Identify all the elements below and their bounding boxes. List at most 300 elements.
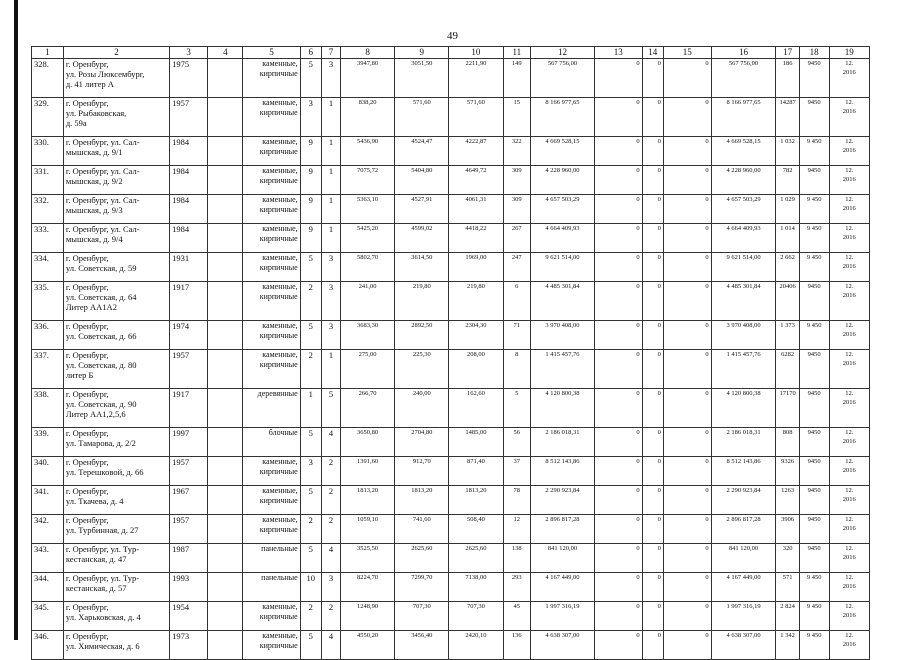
cell-c18: 9450 [799,98,829,137]
cell-c18: 9450 [799,486,829,515]
cell-c13: 0 [594,428,642,457]
cell-c4 [208,98,243,137]
cell-c16: 841 120,00 [711,544,776,573]
cell-line: ул. Советская, д. 66 [65,331,137,341]
cell-c16: 1 415 457,76 [711,350,776,389]
cell-c9: 912,70 [395,457,449,486]
cell-n: 342. [32,515,64,544]
cell-line: 12. [845,390,854,397]
cell-c18: 9450 [799,282,829,321]
cell-n: 335. [32,282,64,321]
cell-line: каменные, [262,486,298,495]
cell-c8: 275,00 [341,350,395,389]
cell-c14: 0 [642,573,663,602]
cell-c6: 9 [300,224,321,253]
cell-c16: 4 657 503,29 [711,195,776,224]
cell-c8: 5363,10 [341,195,395,224]
cell-line: 2016 [842,612,856,619]
cell-c10: 1813,20 [449,486,503,515]
cell-line: кирпичные [259,360,298,369]
cell-c8: 4550,20 [341,631,395,660]
cell-line: ул. Терешковой, д. 66 [65,467,144,477]
cell-c15: 0 [663,389,711,428]
cell-c13: 0 [594,98,642,137]
cell-n: 344. [32,573,64,602]
cell-line: г. Оренбург, ул. Тур- [65,544,140,554]
cell-n: 340. [32,457,64,486]
cell-c16: 4 638 307,00 [711,631,776,660]
cell-c6: 2 [300,515,321,544]
table-row [32,282,870,321]
cell-c6: 5 [300,544,321,573]
cell-line: кирпичные [259,234,298,243]
cell-c12: 1 415 457,76 [531,350,595,389]
cell-year: 1931 [170,253,208,282]
cell-c19 [829,166,870,195]
cell-c14: 0 [642,137,663,166]
cell-n: 343. [32,544,64,573]
cell-wall [243,195,300,224]
cell-c9: 741,60 [395,515,449,544]
cell-c13: 0 [594,544,642,573]
cell-c6: 5 [300,321,321,350]
cell-c17: 1 014 [776,224,799,253]
cell-c6: 9 [300,195,321,224]
cell-line: кирпичные [259,205,298,214]
cell-line: 2016 [842,554,856,561]
cell-c11: 5 [503,389,531,428]
cell-c13: 0 [594,321,642,350]
cell-c12: 4 657 503,29 [531,195,595,224]
cell-c19 [829,350,870,389]
cell-year: 1957 [170,350,208,389]
cell-line: 2016 [842,331,856,338]
cell-line: 12. [845,545,854,552]
cell-c9: 7299,70 [395,573,449,602]
cell-c19 [829,321,870,350]
cell-addr [63,224,169,253]
cell-c9: 2625,60 [395,544,449,573]
table-row [32,515,870,544]
cell-wall [243,321,300,350]
cell-c14: 0 [642,98,663,137]
cell-c13: 0 [594,282,642,321]
cell-n: 339. [32,428,64,457]
cell-c6: 10 [300,573,321,602]
cell-line: г. Оренбург, [65,457,109,467]
cell-c19 [829,602,870,631]
cell-c17: 17170 [776,389,799,428]
cell-c14: 0 [642,486,663,515]
cell-c12: 2 186 018,31 [531,428,595,457]
cell-line: кирпичные [259,525,298,534]
cell-line: каменные, [262,457,298,466]
header-row [32,47,870,59]
cell-line: г. Оренбург, [65,98,109,108]
cell-c14: 0 [642,282,663,321]
cell-c15: 0 [663,602,711,631]
cell-c10: 1485,00 [449,428,503,457]
cell-c4 [208,631,243,660]
cell-c8: 1059,10 [341,515,395,544]
cell-c8: 5425,20 [341,224,395,253]
cell-c10: 2304,30 [449,321,503,350]
cell-line: 12. [845,516,854,523]
cell-c8: 3947,80 [341,59,395,98]
cell-line: д. 41 литер А [65,79,114,89]
cell-c11: 267 [503,224,531,253]
cell-c12: 9 621 514,00 [531,253,595,282]
cell-line: 12. [845,458,854,465]
cell-c16: 4 228 960,00 [711,166,776,195]
cell-line: 12. [845,283,854,290]
cell-c8: 241,00 [341,282,395,321]
cell-c4 [208,321,243,350]
cell-addr [63,457,169,486]
cell-line: блочные [268,428,298,437]
cell-wall [243,428,300,457]
cell-wall [243,573,300,602]
cell-c6: 3 [300,98,321,137]
cell-c10: 4061,31 [449,195,503,224]
cell-c4 [208,515,243,544]
column-header: 7 [321,47,340,59]
cell-c17: 3906 [776,515,799,544]
cell-year: 1984 [170,166,208,195]
cell-c7: 2 [321,486,340,515]
table-row [32,195,870,224]
cell-wall [243,631,300,660]
cell-addr [63,137,169,166]
cell-year: 1975 [170,59,208,98]
cell-c15: 0 [663,515,711,544]
cell-year: 1987 [170,544,208,573]
cell-addr [63,253,169,282]
cell-c4 [208,166,243,195]
cell-c18: 9450 [799,457,829,486]
cell-c9: 4524,47 [395,137,449,166]
cell-c8: 1813,20 [341,486,395,515]
cell-year: 1993 [170,573,208,602]
cell-addr [63,515,169,544]
cell-line: каменные, [262,515,298,524]
cell-c7: 1 [321,166,340,195]
cell-c10: 4649,72 [449,166,503,195]
cell-wall [243,98,300,137]
cell-c7: 1 [321,137,340,166]
column-header: 2 [63,47,169,59]
cell-wall [243,602,300,631]
cell-c18: 9 450 [799,137,829,166]
cell-c12: 4 485 301,84 [531,282,595,321]
cell-c17: 9326 [776,457,799,486]
cell-c18: 9 450 [799,573,829,602]
cell-c17: 1 032 [776,137,799,166]
cell-line: г. Оренбург, [65,602,109,612]
cell-c19 [829,486,870,515]
cell-c6: 1 [300,389,321,428]
cell-line: 12. [845,429,854,436]
cell-line: г. Оренбург, [65,515,109,525]
cell-c6: 2 [300,602,321,631]
cell-year: 1954 [170,602,208,631]
cell-c11: 12 [503,515,531,544]
cell-c17: 1 342 [776,631,799,660]
cell-c4 [208,224,243,253]
cell-c8: 266,70 [341,389,395,428]
cell-wall [243,282,300,321]
column-header: 16 [711,47,776,59]
cell-line: ул. Харьковская, д. 4 [65,612,141,622]
cell-n: 346. [32,631,64,660]
cell-year: 1997 [170,428,208,457]
cell-c7: 1 [321,98,340,137]
cell-c9: 5404,80 [395,166,449,195]
cell-line: каменные, [262,602,298,611]
cell-c16: 8 512 143,86 [711,457,776,486]
cell-n: 329. [32,98,64,137]
cell-c18: 9 450 [799,224,829,253]
cell-c10: 2211,90 [449,59,503,98]
cell-c19 [829,573,870,602]
page-number: 49 [447,30,458,42]
cell-c19 [829,137,870,166]
cell-c14: 0 [642,321,663,350]
cell-line: 12. [845,99,854,106]
table-row [32,544,870,573]
cell-c18: 9450 [799,389,829,428]
cell-line: г. Оренбург, ул. Сал- [65,137,140,147]
cell-line: 12. [845,225,854,232]
cell-c10: 2420,10 [449,631,503,660]
cell-c9: 4599,02 [395,224,449,253]
column-header: 10 [449,47,503,59]
cell-c18: 9450 [799,350,829,389]
cell-c4 [208,544,243,573]
cell-c15: 0 [663,98,711,137]
cell-c11: 8 [503,350,531,389]
cell-c16: 2 290 923,84 [711,486,776,515]
cell-line: каменные, [262,282,298,291]
cell-year: 1984 [170,137,208,166]
cell-c19 [829,98,870,137]
cell-c17: 2 824 [776,602,799,631]
column-header: 12 [531,47,595,59]
column-header: 6 [300,47,321,59]
cell-c9: 571,60 [395,98,449,137]
cell-year: 1984 [170,195,208,224]
cell-wall [243,457,300,486]
cell-c12: 3 970 408,00 [531,321,595,350]
cell-addr [63,195,169,224]
cell-line: г. Оренбург, [65,428,109,438]
cell-c10: 2625,60 [449,544,503,573]
cell-year: 1957 [170,457,208,486]
cell-n: 337. [32,350,64,389]
cell-line: деревянные [257,389,298,398]
cell-line: 2016 [842,496,856,503]
cell-c8: 3683,30 [341,321,395,350]
cell-line: ул. Ткачева, д. 4 [65,496,124,506]
cell-c12: 2 290 923,84 [531,486,595,515]
cell-c15: 0 [663,428,711,457]
cell-line: ул. Советская, д. 90 [65,399,137,409]
cell-c6: 5 [300,59,321,98]
cell-c13: 0 [594,350,642,389]
cell-c10: 707,30 [449,602,503,631]
cell-c13: 0 [594,137,642,166]
cell-c12: 2 896 817,28 [531,515,595,544]
cell-c11: 15 [503,98,531,137]
cell-line: 12. [845,632,854,639]
cell-line: каменные, [262,350,298,359]
cell-c14: 0 [642,389,663,428]
cell-c17: 2 662 [776,253,799,282]
cell-addr [63,350,169,389]
cell-c9: 1813,20 [395,486,449,515]
cell-c18: 9450 [799,515,829,544]
cell-year: 1973 [170,631,208,660]
cell-line: мышская, д. 9/4 [65,234,123,244]
table-row [32,486,870,515]
cell-c8: 1248,90 [341,602,395,631]
cell-c11: 136 [503,631,531,660]
column-header: 1 [32,47,64,59]
cell-c18: 9 450 [799,631,829,660]
cell-wall [243,59,300,98]
cell-c7: 1 [321,350,340,389]
cell-c17: 1 029 [776,195,799,224]
cell-c16: 4 120 800,38 [711,389,776,428]
cell-c4 [208,602,243,631]
cell-n: 328. [32,59,64,98]
cell-c15: 0 [663,631,711,660]
cell-line: 2016 [842,147,856,154]
cell-c11: 6 [503,282,531,321]
cell-c10: 871,40 [449,457,503,486]
cell-c18: 9 450 [799,321,829,350]
cell-c18: 9450 [799,428,829,457]
cell-line: ул. Химическая, д. 6 [65,641,140,651]
cell-wall [243,166,300,195]
cell-c4 [208,350,243,389]
cell-c14: 0 [642,350,663,389]
cell-line: г. Оренбург, [65,59,109,69]
cell-c15: 0 [663,457,711,486]
cell-c19 [829,282,870,321]
cell-c13: 0 [594,224,642,253]
cell-line: кирпичные [259,496,298,505]
cell-c7: 3 [321,573,340,602]
cell-c6: 5 [300,428,321,457]
cell-c12: 8 166 977,65 [531,98,595,137]
table-row [32,137,870,166]
cell-c19 [829,428,870,457]
cell-c17: 1 373 [776,321,799,350]
cell-line: г. Оренбург, [65,350,109,360]
cell-c7: 3 [321,282,340,321]
cell-wall [243,350,300,389]
cell-line: Литер АА1А2 [65,302,117,312]
cell-c7: 2 [321,457,340,486]
cell-c12: 4 228 960,00 [531,166,595,195]
cell-c13: 0 [594,573,642,602]
cell-c18: 9450 [799,166,829,195]
cell-c7: 3 [321,59,340,98]
cell-line: 12. [845,254,854,261]
cell-c17: 571 [776,573,799,602]
cell-addr [63,486,169,515]
cell-line: кирпичные [259,641,298,650]
cell-c4 [208,573,243,602]
cell-c17: 782 [776,166,799,195]
cell-c15: 0 [663,195,711,224]
cell-n: 336. [32,321,64,350]
cell-c15: 0 [663,350,711,389]
cell-line: 12. [845,574,854,581]
cell-c8: 3525,50 [341,544,395,573]
cell-c15: 0 [663,59,711,98]
cell-c19 [829,389,870,428]
cell-c9: 4527,91 [395,195,449,224]
cell-c11: 45 [503,602,531,631]
cell-c7: 2 [321,602,340,631]
cell-c16: 2 896 817,28 [711,515,776,544]
cell-c7: 1 [321,224,340,253]
cell-line: ул. Рыбаковская, [65,108,127,118]
cell-c15: 0 [663,137,711,166]
column-header: 18 [799,47,829,59]
column-header: 9 [395,47,449,59]
cell-c7: 5 [321,389,340,428]
cell-c13: 0 [594,253,642,282]
cell-line: ул. Советская, д. 64 [65,292,137,302]
cell-c15: 0 [663,486,711,515]
cell-n: 345. [32,602,64,631]
cell-c18: 9450 [799,59,829,98]
cell-c15: 0 [663,224,711,253]
cell-c18: 9450 [799,544,829,573]
cell-line: каменные, [262,195,298,204]
cell-c13: 0 [594,195,642,224]
cell-addr [63,428,169,457]
cell-c12: 4 638 307,00 [531,631,595,660]
cell-c10: 1969,00 [449,253,503,282]
cell-c11: 309 [503,195,531,224]
cell-c17: 14287 [776,98,799,137]
cell-line: панельные [261,573,298,582]
column-header: 13 [594,47,642,59]
table-row [32,321,870,350]
cell-line: кирпичные [259,69,298,78]
cell-c17: 6282 [776,350,799,389]
cell-c16: 8 166 977,65 [711,98,776,137]
cell-c4 [208,389,243,428]
cell-line: кестанская, д. 47 [65,554,127,564]
cell-c9: 219,80 [395,282,449,321]
cell-line: д. 59а [65,118,87,128]
cell-line: мышская, д. 9/1 [65,147,123,157]
cell-line: 12. [845,196,854,203]
cell-c16: 4 669 528,15 [711,137,776,166]
cell-c10: 162,60 [449,389,503,428]
cell-line: кирпичные [259,467,298,476]
cell-c14: 0 [642,59,663,98]
table-row [32,350,870,389]
cell-line: 2016 [842,205,856,212]
cell-addr [63,544,169,573]
cell-year: 1957 [170,515,208,544]
